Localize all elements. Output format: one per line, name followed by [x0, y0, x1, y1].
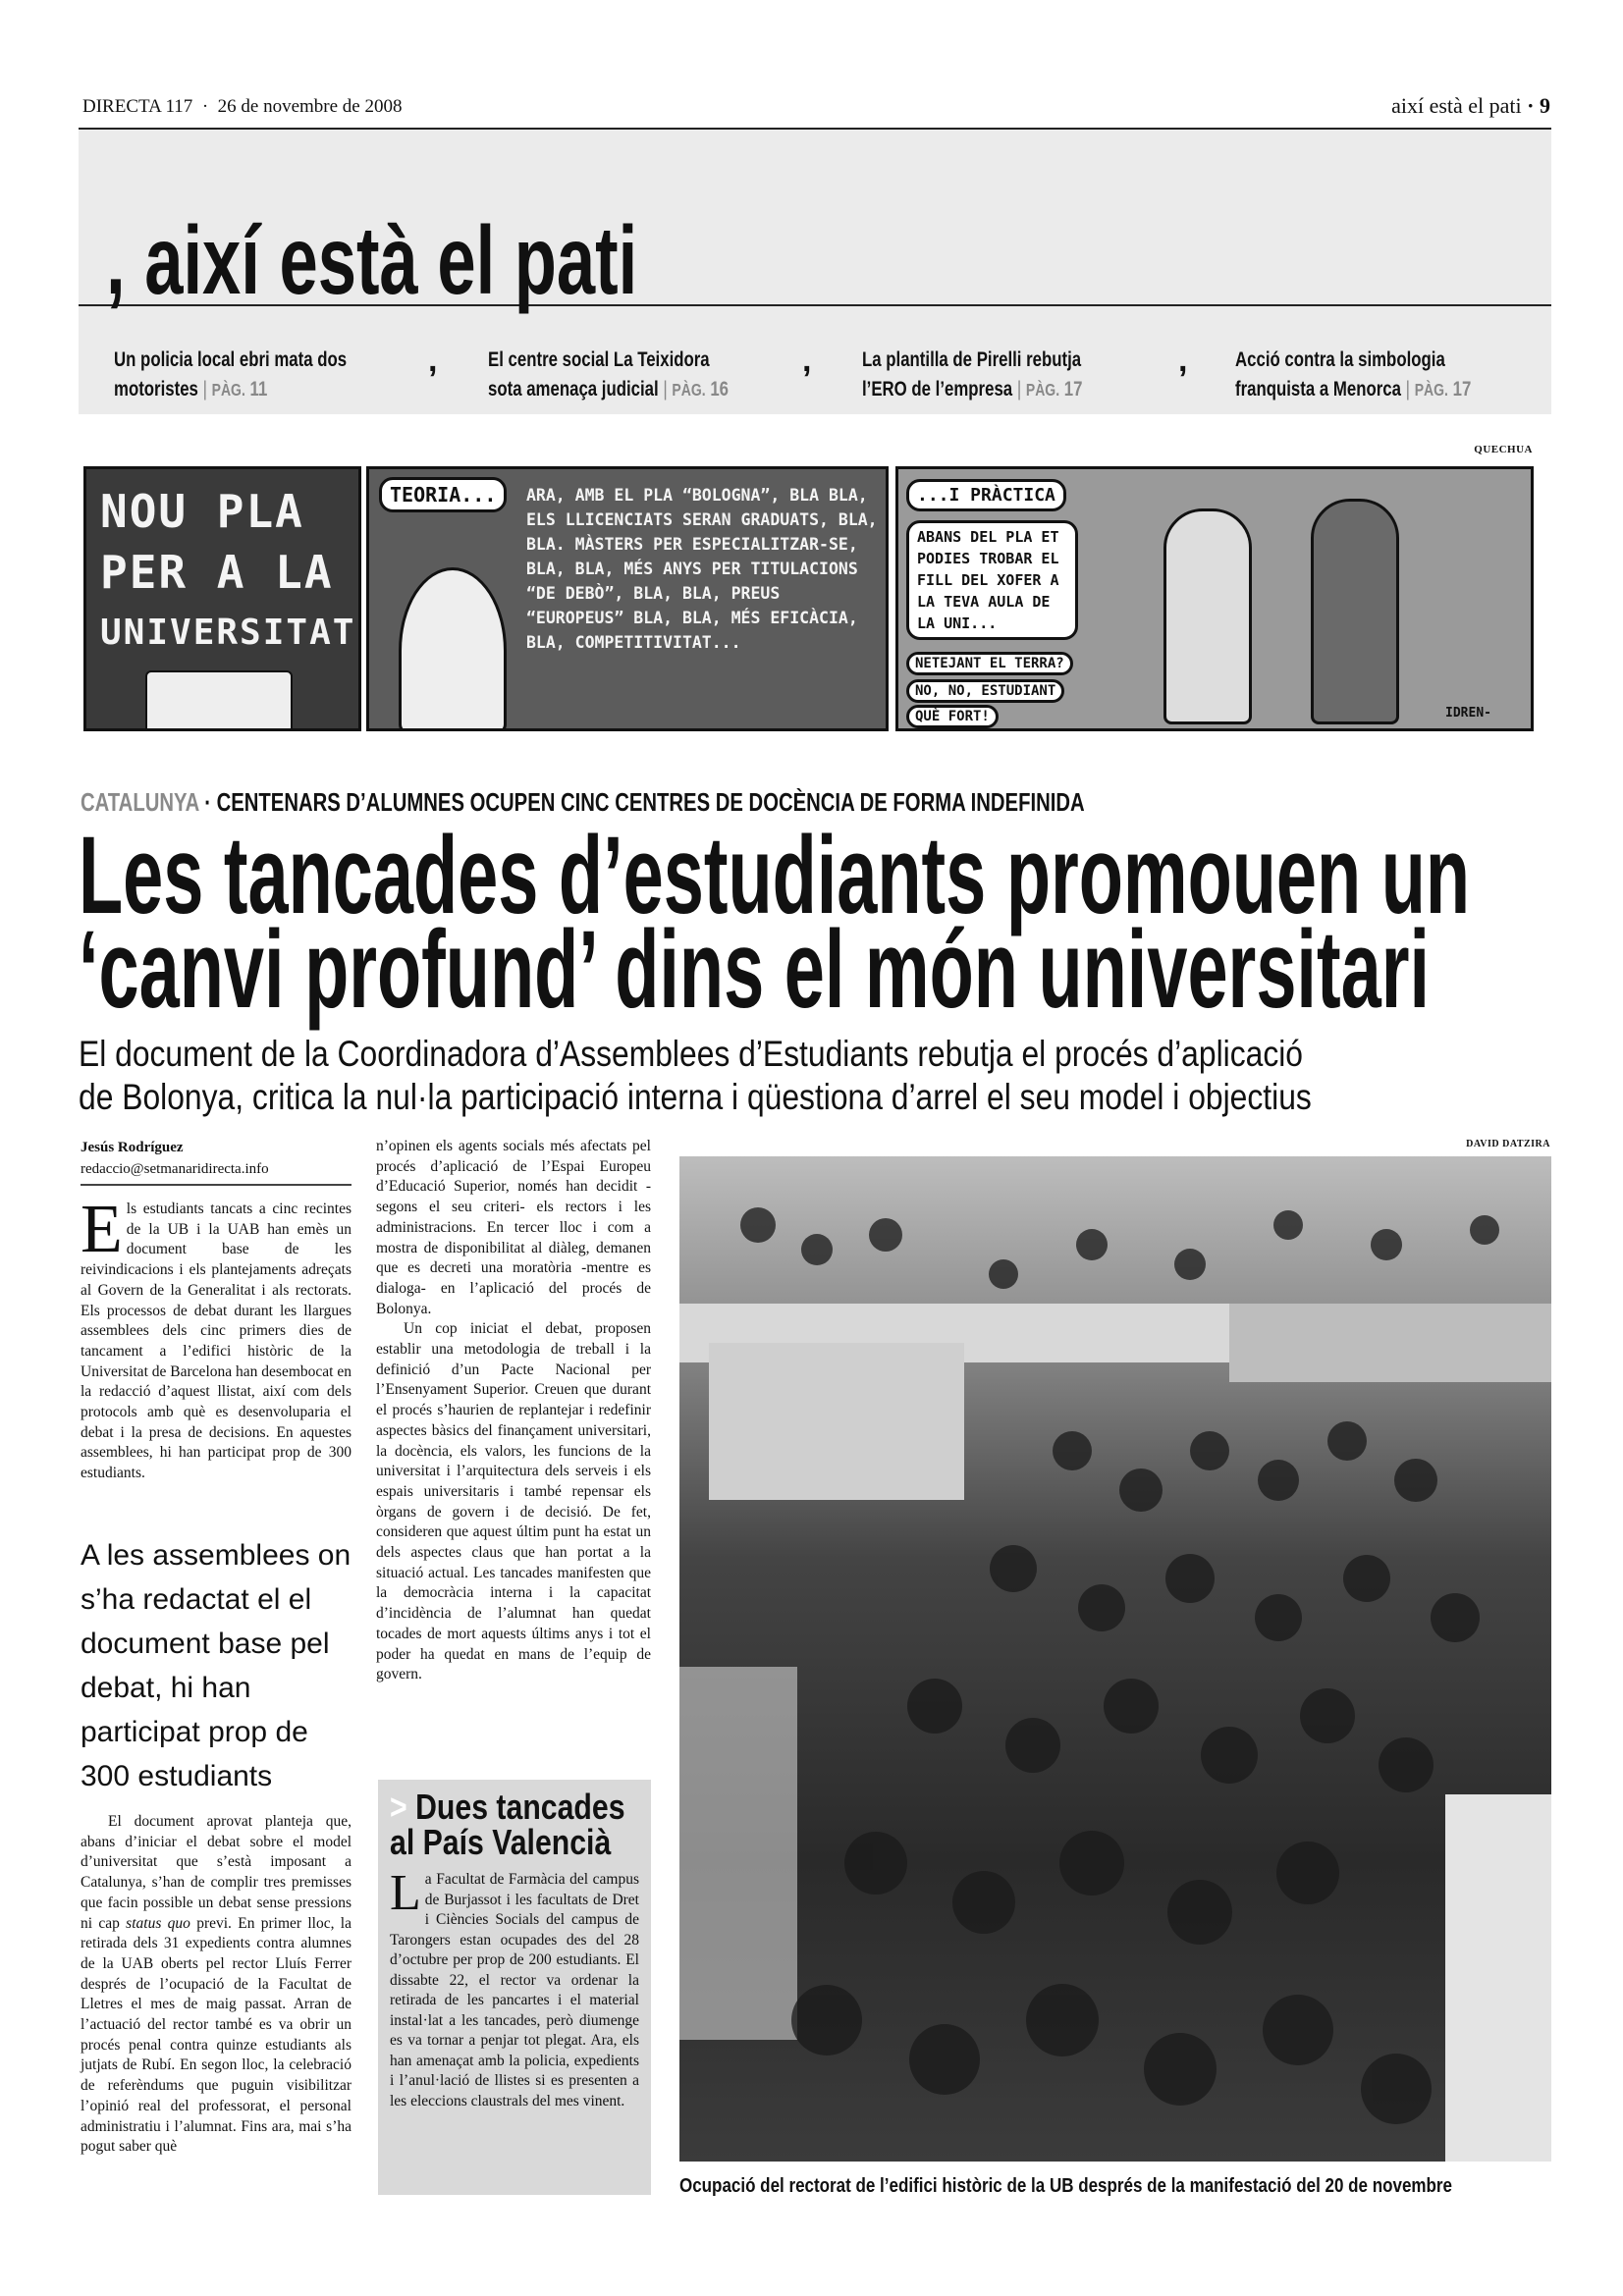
header-page-separator: ·	[1527, 93, 1535, 118]
photo-credit: DAVID DATZIRA	[1466, 1139, 1550, 1149]
kicker-region: CATALUNYA	[81, 787, 199, 817]
running-header-right	[1391, 93, 1550, 119]
cartoon-title-line: UNIVERSITAT	[100, 613, 356, 653]
sidebar-title: > Dues tancades al País Valencià	[390, 1787, 625, 1862]
teaser-link[interactable]: Acció contra la simbologia franquista a Menorca | PÀG. 17	[1235, 348, 1472, 400]
author-email[interactable]: redaccio@setmanaridirecta.info	[81, 1161, 269, 1177]
article-photo	[679, 1156, 1551, 2162]
article-column-1-continued: El document aprovat planteja que, abans d’iniciar el debat sobre el model d’universitat que s’està imposant a Catalunya, s’han de complir tres premisses que facin possible un debat sense pressions ni cap status quo previ. En primer lloc, la retirada dels 31 expedients contra alumnes de la UAB oberts pel rector Lluís Ferrer després de l’ocupació de la Facultat de Lletres el mes de maig passat. Arran de l’actuació del rector també es va obrir un procés penal contra quinze estudiants als jutjats de Rubí. En segon lloc, la celebració de referèndums que puguin visibilitzar l’opinió real del professorat, el personal administratiu i l’alumnat. Fins ara, mai s’ha pogut saber què	[81, 1813, 352, 2156]
article-kicker: CATALUNYA · CENTENARS D’ALUMNES OCUPEN CINC CENTRES DE DOCÈNCIA DE FORMA INDEFINIDA	[81, 787, 1085, 817]
cartoon-panel-1	[83, 466, 361, 731]
speech-bubble: ABANS DEL PLA ET PODIES TROBAR EL FILL DEL XOFER A LA TEVA AULA DE LA UNI...	[906, 520, 1078, 640]
drop-cap: L	[390, 1865, 421, 1921]
running-header-left	[82, 96, 402, 118]
sidebar-box	[378, 1780, 651, 2195]
cartoon-credit: QUECHUA	[1474, 444, 1533, 455]
sidebar-text: La Facultat de Farmàcia del campus de Burjassot i les facultats de Dret i Ciències Socials del campus de Tarongers estan ocupades des del 28 d’octubre per prop de 200 estudiants. El dissabte 22, el rector va ordenar la retirada de les pancartes i el material instal·lat a les tancades, però diumenge es va tornar a penjar tot plegat. Ara, els han amenaçat amb la policia, expedients i l’anul·lació de llistes si es presenten a les eleccions claustrals del mes vinent.	[390, 1865, 639, 2109]
pull-quote: A les assemblees on s’ha redactat el el document base pel debat, hi han participat prop de 300 estudiants	[81, 1539, 352, 1792]
publication-issue: DIRECTA 117	[82, 96, 193, 117]
article-column-2: n’opinen els agents socials més afectats pel procés d’aplicació de l’Espai Europeu d’Educació Superior, només han decidit -segons el seu criteri- els rectors i les administracions. En tercer lloc i com a mostra de disponibilitat al diàleg, demanen que es decreti una moratòria -mentre es dialoga- en l’aplicació del procés de Bolonya. Un cop iniciat el debat, proposen establir una metodologia de treball i la definició d’un Pacte Nacional per l’Ensenyament Superior. Creuen que durant el procés s’haurien de replantejar i redefinir aspectes bàsics del finançament universitari, la docència, els valors, les funcions de la universitat i l’arquitectura dels serveis i els espais universitaris i també repensar els òrgans de govern i de decisió. De fet, consideren que aquest últim punt ha estat un dels aspectes claus que han portat a la situació actual. Les tancades manifesten que la democràcia interna i la capacitat d’incidència de l’alumnat han quedat tocades de mort aquests últims anys i tot el poder ha quedat en mans de l’equip de govern.	[376, 1138, 651, 1683]
drop-cap: E	[81, 1192, 123, 1267]
page-number: 9	[1540, 93, 1550, 118]
headline-line-2: ‘canvi profund’ dins el món universitari	[79, 908, 1431, 1031]
teacher-figure	[399, 567, 507, 731]
speech-bubble: NETEJANT EL TERRA?	[906, 652, 1073, 675]
teaser-link[interactable]: Un policia local ebri mata dos motoristes | PÀG. 11	[114, 348, 348, 400]
kicker-text: CENTENARS D’ALUMNES OCUPEN CINC CENTRES DE DOCÈNCIA DE FORMA INDEFINIDA	[216, 787, 1085, 817]
student-figure	[1163, 508, 1252, 724]
speech-bubble: QUÈ FORT!	[906, 705, 999, 728]
teaser-separator: ,	[428, 342, 438, 379]
header-separator: ·	[201, 96, 209, 117]
speech-bubble: NO, NO, ESTUDIANT	[906, 679, 1064, 703]
photo-caption: Ocupació del rectorat de l’edifici històric de la UB després de la manifestació del 20 de novembre	[679, 2175, 1452, 2197]
open-book-icon	[145, 670, 293, 731]
cartoon-speech: ARA, AMB EL PLA “BOLOGNA”, BLA BLA, ELS LLICENCIATS SERAN GRADUATS, BLA, BLA. MÀSTERS PER ESPECIALITZAR-SE, BLA, BLA, MÉS ANYS PER TITULACIONS “DE DEBÒ”, BLA, BLA, PREUS “EUROPEUS” BLA, BLA, MÉS EFICÀCIA, BLA, COMPETITIVITAT...	[526, 486, 878, 652]
crowd-photo-image	[679, 1156, 1551, 2162]
arrow-marker-icon: >	[390, 1787, 407, 1827]
teaser-link[interactable]: El centre social La Teixidora sota amenaça judicial | PÀG. 16	[488, 348, 730, 400]
cartoon-title-line: NOU PLA	[100, 485, 304, 538]
article-column-1: Els estudiants tancats a cinc recintes de la UB i la UAB han emès un document base de les reivindicacions i els plantejaments adreçats al Govern de la Generalitat i als rectorats. Els processos de debat durant les llargues assemblees dels cinc primers dies de tancament a l’edifici històric de la Universitat de Barcelona han desembocat en la redacció d’aquest llistat, així com dels protocols amb què es desenvoluparia el debat i la presa de decisions. En aquestes assemblees, hi han participat prop de 300 estudiants.	[81, 1192, 352, 1482]
deck-line-1: El document de la Coordinadora d’Assemblees d’Estudiants rebutja el procés d’aplicació	[79, 1034, 1303, 1074]
teaser-separator: ,	[802, 342, 812, 379]
byline	[81, 1137, 352, 1186]
section-name: així està el pati	[1391, 93, 1522, 118]
cartoon-panel-2	[366, 466, 889, 731]
cartoon-panel-3	[895, 466, 1534, 731]
cartoon-caption: ...I PRÀCTICA	[906, 479, 1066, 511]
cartoon-caption: TEORIA...	[379, 477, 507, 512]
headline-line-1: Les tancades d’estudiants promouen un	[79, 814, 1471, 936]
teaser-separator: ,	[1178, 342, 1188, 379]
deck-line-2: de Bolonya, critica la nul·la participació interna i qüestiona d’arrel el seu model i objectius	[79, 1077, 1312, 1117]
teaser-link[interactable]: La plantilla de Pirelli rebutja l’ERO de l’empresa | PÀG. 17	[862, 348, 1083, 400]
section-title: , així està el pati	[106, 206, 638, 314]
cartoon-signature: IDREN-	[1445, 706, 1491, 721]
student-figure	[1311, 499, 1399, 724]
author-name: Jesús Rodríguez	[81, 1140, 184, 1155]
issue-date: 26 de novembre de 2008	[217, 96, 403, 117]
cartoon-title-line: PER A LA	[100, 546, 334, 599]
